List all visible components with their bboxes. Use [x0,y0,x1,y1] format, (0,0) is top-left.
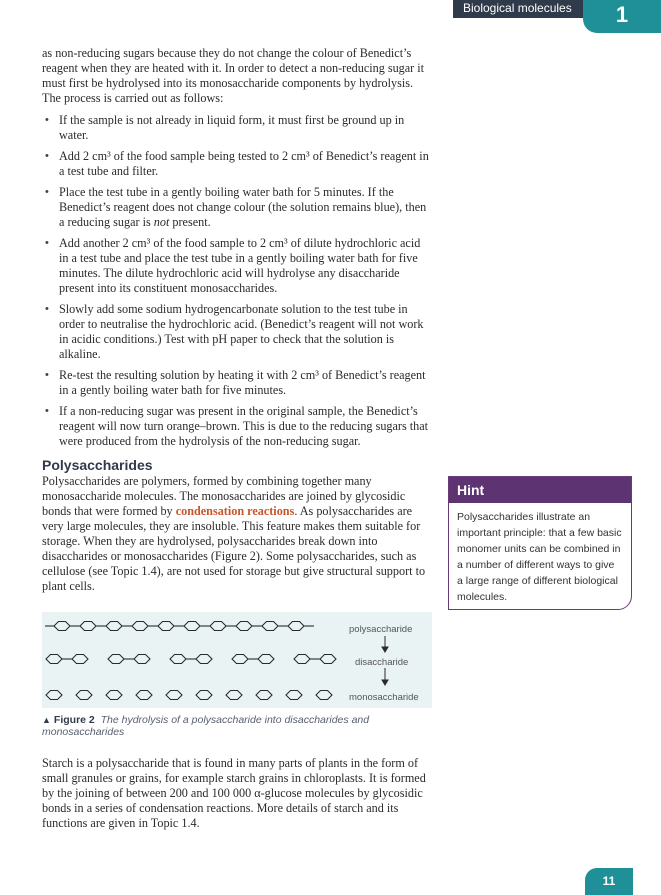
figure-caption [42,714,432,738]
hint-text: Polysaccharides illustrate an important principle: that a few basic monomer units can be combined in a number of different ways to give a large range of different biological molecules. [457,511,622,603]
sugar-ring [184,622,200,631]
sugar-ring [106,691,122,700]
sugar-ring [294,655,310,664]
sugar-ring [320,655,336,664]
sugar-ring [226,691,242,700]
sugar-ring [132,622,148,631]
hint-box [448,476,632,610]
sugar-ring [210,622,226,631]
list-item: • Place the test tube in a gently boiling water bath for 5 minutes. If the Benedict’s reagent does not change colour (the solution remains blue), then a reducing sugar is not present. [42,185,432,230]
sugar-ring [256,691,272,700]
key-term: condensation reactions [175,504,295,518]
monosaccharide-row [46,691,332,700]
sugar-ring [46,691,62,700]
polysaccharides-paragraph: Polysaccharides are polymers, formed by combining together many monosaccharide molecules. The monosaccharides are joined by glycosidic bonds that were formed by condensation reactions. As polysaccharides are very large molecules, they are insoluble. This feature makes them suitable for storage. When they are hydrolysed, polysaccharides break down into disaccharides or monosaccharides (Figure 2). Some polysaccharides, such as cellulose (see Topic 1.4), are not used for storage but give structural support to plant cells. [42,474,426,593]
sugar-ring [316,691,332,700]
arrow-poly-to-di [382,636,388,652]
sugar-ring [134,655,150,664]
sugar-ring [80,622,96,631]
arrow-di-to-mono [382,668,388,685]
list-item: • If a non-reducing sugar was present in the original sample, the Benedict’s reagent will now turn orange–brown. This is due to the reducing sugars that were produced from the hydrolysis of the non-reducing sugar. [42,404,432,449]
polysaccharide-chain [45,622,314,631]
monosaccharide-label: monosaccharide [349,692,419,703]
hydrolysis-figure [42,612,432,708]
emphasis: not [153,215,170,229]
list-item: • If the sample is not already in liquid form, it must first be ground up in water. [42,113,432,143]
sugar-ring [158,622,174,631]
sugar-ring [232,655,248,664]
list-item: • Slowly add some sodium hydrogencarbonate solution to the test tube in order to neutralise the hydrochloric acid. (Benedict’s reagent will not work in acidic conditions.) Test with pH paper to check that the solution is alkaline. [42,302,432,362]
disaccharide-row [46,655,336,664]
sugar-ring [106,622,122,631]
intro-paragraph: as non-reducing sugars because they do not change the colour of Benedict’s reagent when they are heated with it. In order to detect a non-reducing sugar it must first be hydrolysed into its monosaccharide components by hydrolysis. The process is carried out as follows: [42,46,425,105]
sugar-ring [196,655,212,664]
hint-title: Hint [449,477,631,503]
figure-caption-text: The hydrolysis of a polysaccharide into disaccharides and monosaccharides [42,714,370,738]
sugar-ring [286,691,302,700]
sugar-ring [196,691,212,700]
sugar-ring [288,622,304,631]
disaccharide-label: disaccharide [355,657,409,668]
test-steps-list [42,113,432,449]
triangle-icon: ▲ [42,715,51,725]
main-column [42,46,432,831]
sugar-ring [262,622,278,631]
sugar-ring [166,691,182,700]
sugar-ring [258,655,274,664]
sugar-ring [72,655,88,664]
polysaccharide-label: polysaccharide [349,624,413,635]
section-heading: Polysaccharides [42,457,153,473]
sugar-ring [46,655,62,664]
section-label: Biological molecules [453,0,583,18]
sugar-ring [170,655,186,664]
sugar-ring [236,622,252,631]
list-item: • Add another 2 cm³ of the food sample to 2 cm³ of dilute hydrochloric acid in a test tube and place the test tube in a gently boiling water bath for five minutes. The dilute hydrochloric acid will hydrolyse any disaccharide present into its constituent monosaccharides. [42,236,432,296]
starch-paragraph: Starch is a polysaccharide that is found in many parts of plants in the form of small granules or grains, for example starch grains in chloroplasts. It is formed by the joining of between 200 and 100 000 α-glucose molecules by glycosidic bonds in a series of condensation reactions. More details of starch and its functions are given in Topic 1.4. [42,756,426,830]
list-item: • Re-test the resulting solution by heating it with 2 cm³ of Benedict’s reagent in a gently boiling water bath for five minutes. [42,368,432,398]
figure-number: Figure 2 [53,714,95,726]
sugar-ring [76,691,92,700]
sugar-ring [108,655,124,664]
chapter-number: 1 [583,0,661,33]
sugar-ring [54,622,70,631]
hydrolysis-diagram [42,612,432,708]
list-item: • Add 2 cm³ of the food sample being tested to 2 cm³ of Benedict’s reagent in a test tube and filter. [42,149,432,179]
sugar-ring [136,691,152,700]
page-number: 11 [585,868,633,895]
